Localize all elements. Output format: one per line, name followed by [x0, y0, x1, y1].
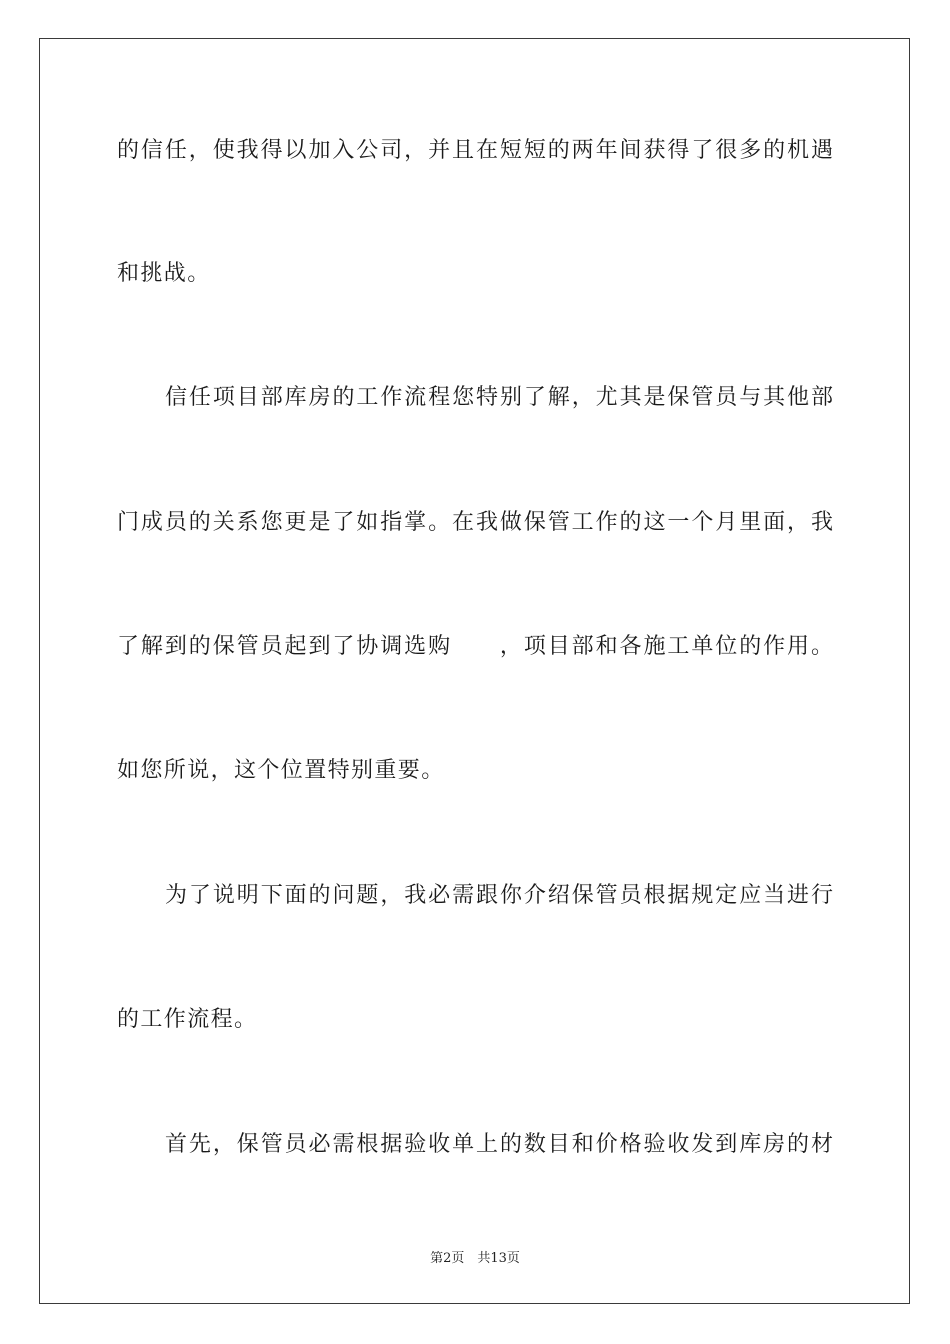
body-text-line: 和挑战。 [117, 261, 211, 286]
body-text-line: 的信任，使我得以加入公司，并且在短短的两年间获得了很多的机遇 [117, 138, 833, 163]
body-text-line: 信任项目部库房的工作流程您特别了解，尤其是保管员与其他部 [165, 385, 833, 410]
body-text-line: 如您所说，这个位置特别重要。 [117, 758, 445, 783]
body-text-line: 了解到的保管员起到了协调选购 ，项目部和各施工单位的作用。 [117, 634, 833, 659]
body-text-line: 为了说明下面的问题，我必需跟你介绍保管员根据规定应当进行 [165, 883, 833, 908]
page-border [39, 38, 910, 1304]
body-text-line: 首先，保管员必需根据验收单上的数目和价格验收发到库房的材 [165, 1132, 833, 1157]
page-number-footer: 第2页 共13页 [430, 1251, 520, 1266]
body-text-line: 门成员的关系您更是了如指掌。在我做保管工作的这一个月里面，我 [117, 510, 833, 535]
body-text-line: 的工作流程。 [117, 1007, 258, 1032]
